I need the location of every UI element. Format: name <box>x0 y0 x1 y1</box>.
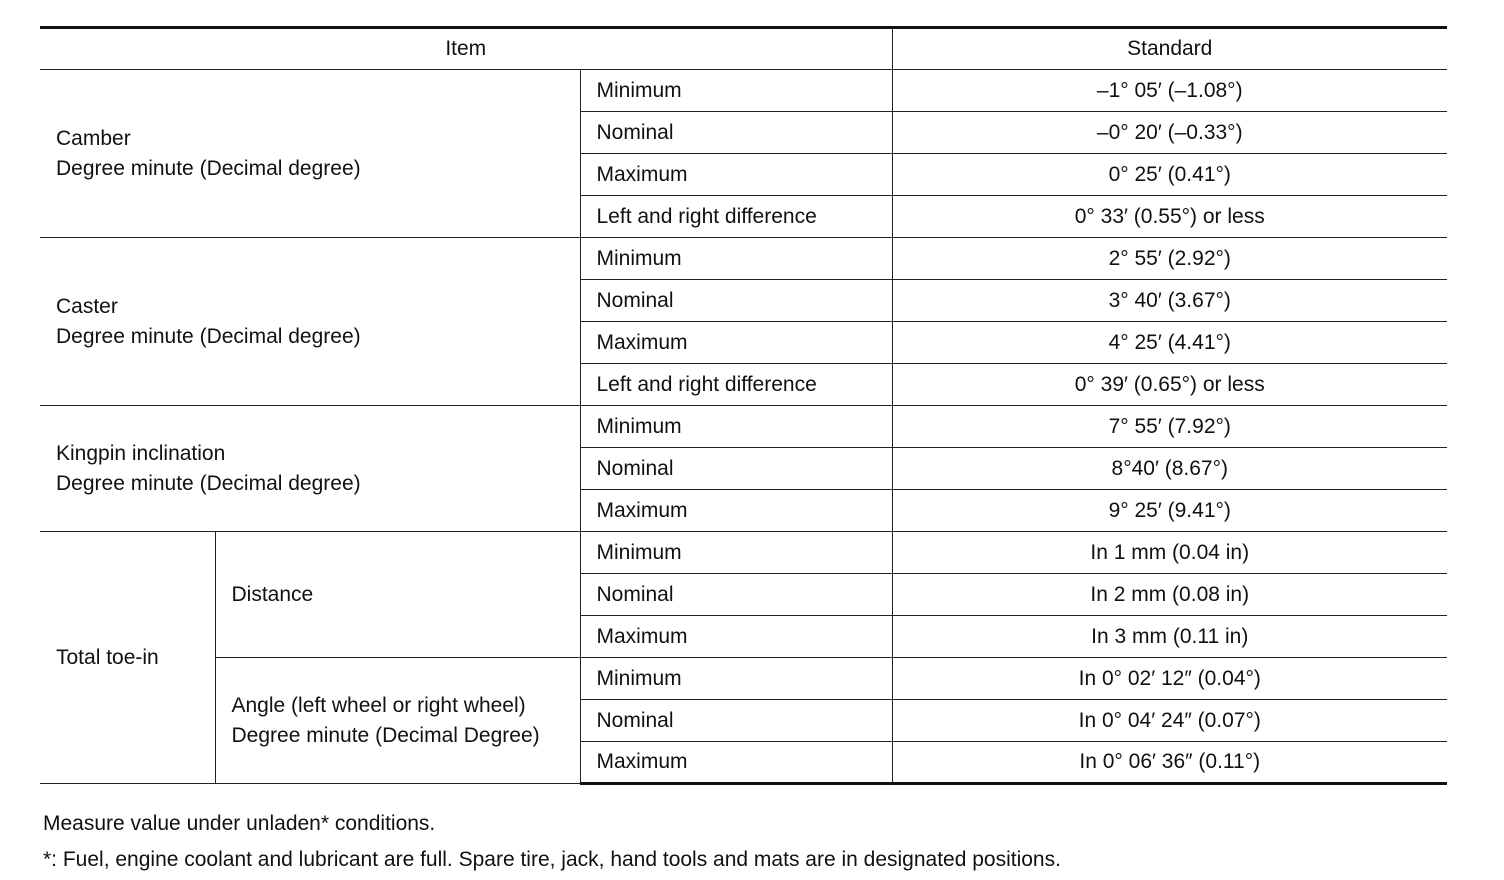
row-label: Minimum <box>580 238 892 280</box>
caster-subtitle: Degree minute (Decimal degree) <box>56 324 361 348</box>
row-value: In 0° 04′ 24″ (0.07°) <box>892 700 1447 742</box>
row-label: Nominal <box>580 280 892 322</box>
row-value: 2° 55′ (2.92°) <box>892 238 1447 280</box>
row-label: Minimum <box>580 70 892 112</box>
distance-item-cell <box>215 532 580 658</box>
row-label: Left and right difference <box>580 196 892 238</box>
row-value: 3° 40′ (3.67°) <box>892 280 1447 322</box>
row-value: 4° 25′ (4.41°) <box>892 322 1447 364</box>
note-footnote: *: Fuel, engine coolant and lubricant are full. Spare tire, jack, hand tools and mats are in designated positions. <box>43 848 1061 871</box>
table-row <box>40 238 1447 280</box>
row-value: In 2 mm (0.08 in) <box>892 574 1447 616</box>
row-value: In 3 mm (0.11 in) <box>892 616 1447 658</box>
header-standard: Standard <box>892 28 1447 70</box>
table-row <box>40 658 1447 700</box>
row-label: Maximum <box>580 742 892 784</box>
header-item: Item <box>40 28 892 70</box>
table-header-row <box>40 28 1447 70</box>
angle-item-cell <box>215 658 580 784</box>
row-label: Nominal <box>580 112 892 154</box>
table-notes <box>43 806 1061 878</box>
angle-title: Angle (left wheel or right wheel) <box>231 693 526 717</box>
camber-subtitle: Degree minute (Decimal degree) <box>56 156 361 180</box>
kingpin-title: Kingpin inclination <box>56 441 226 465</box>
angle-subtitle: Degree minute (Decimal Degree) <box>231 723 540 747</box>
row-value: 0° 39′ (0.65°) or less <box>892 364 1447 406</box>
row-value: 0° 25′ (0.41°) <box>892 154 1447 196</box>
row-label: Maximum <box>580 154 892 196</box>
row-label: Minimum <box>580 532 892 574</box>
row-label: Minimum <box>580 658 892 700</box>
row-label: Maximum <box>580 322 892 364</box>
row-label: Nominal <box>580 700 892 742</box>
row-label: Nominal <box>580 574 892 616</box>
row-value: In 1 mm (0.04 in) <box>892 532 1447 574</box>
table-row <box>40 70 1447 112</box>
row-value: 7° 55′ (7.92°) <box>892 406 1447 448</box>
camber-title: Camber <box>56 126 131 150</box>
row-value: 9° 25′ (9.41°) <box>892 490 1447 532</box>
row-value: –1° 05′ (–1.08°) <box>892 70 1447 112</box>
row-value: 0° 33′ (0.55°) or less <box>892 196 1447 238</box>
table-row <box>40 532 1447 574</box>
row-value: 8°40′ (8.67°) <box>892 448 1447 490</box>
toe-in-item-cell <box>40 532 215 784</box>
wheel-alignment-spec-table <box>40 26 1447 785</box>
row-label: Left and right difference <box>580 364 892 406</box>
kingpin-subtitle: Degree minute (Decimal degree) <box>56 471 361 495</box>
table-row <box>40 406 1447 448</box>
kingpin-item-cell <box>40 406 580 532</box>
toe-in-title: Total toe-in <box>56 645 159 669</box>
row-value: In 0° 06′ 36″ (0.11°) <box>892 742 1447 784</box>
row-label: Minimum <box>580 406 892 448</box>
camber-item-cell <box>40 70 580 238</box>
row-label: Nominal <box>580 448 892 490</box>
row-label: Maximum <box>580 490 892 532</box>
row-label: Maximum <box>580 616 892 658</box>
caster-item-cell <box>40 238 580 406</box>
row-value: –0° 20′ (–0.33°) <box>892 112 1447 154</box>
caster-title: Caster <box>56 294 118 318</box>
distance-title: Distance <box>231 582 314 606</box>
row-value: In 0° 02′ 12″ (0.04°) <box>892 658 1447 700</box>
note-unladen: Measure value under unladen* conditions. <box>43 812 436 835</box>
